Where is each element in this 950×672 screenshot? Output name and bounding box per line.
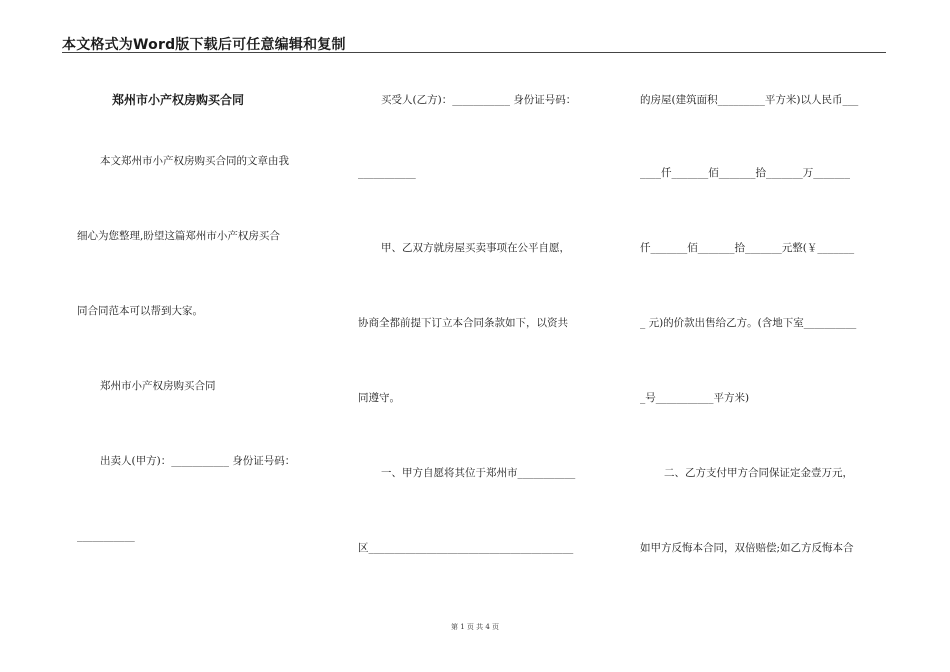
text-line: 同遵守。 <box>358 392 400 404</box>
contract-title: 郑州市小产权房购买合同 <box>112 93 245 107</box>
district-blank-line: 区_______________________________________ <box>358 542 574 554</box>
text-line: 协商全都前提下订立本合同条款如下，以资共 <box>358 317 568 329</box>
buyer-line: 买受人(乙方)：___________ 身份证号码： <box>381 94 577 106</box>
page-number: 第 1 页 共 4 页 <box>450 623 500 631</box>
text-line: 同合同范本可以帮到大家。 <box>77 305 203 317</box>
clause-2-line: 二、乙方支付甲方合同保证定金壹万元， <box>664 467 853 479</box>
text-line: _ 元)的价款出售给乙方。(含地下室__________ <box>640 317 857 329</box>
text-line: 本文郑州市小产权房购买合同的文章由我 <box>100 155 289 167</box>
header-divider <box>62 52 886 53</box>
section-heading: 郑州市小产权房购买合同 <box>100 380 216 392</box>
price-line: 仟_______佰_______拾_______元整(￥_______ <box>640 242 855 254</box>
document-header: 本文格式为Word版下载后可任意编辑和复制 <box>62 37 346 53</box>
text-line: _号___________平方米) <box>640 392 750 404</box>
id-blank-line: ___________ <box>358 167 416 179</box>
id-blank-line: ___________ <box>77 530 135 542</box>
text-line: 甲、乙双方就房屋买卖事项在公平自愿， <box>381 242 570 254</box>
text-line: 如甲方反悔本合同，双倍赔偿;如乙方反悔本合 <box>640 542 854 554</box>
clause-1-line: 一、甲方自愿将其位于郑州市___________ <box>381 467 576 479</box>
text-line: 细心为您整理,盼望这篇郑州市小产权房买合 <box>77 230 280 242</box>
price-line: ____仟_______佰_______拾_______万_______ <box>640 167 850 179</box>
text-line: 的房屋(建筑面积_________平方米)以人民币___ <box>640 94 859 106</box>
seller-line: 出卖人(甲方)：___________ 身份证号码： <box>100 455 296 467</box>
